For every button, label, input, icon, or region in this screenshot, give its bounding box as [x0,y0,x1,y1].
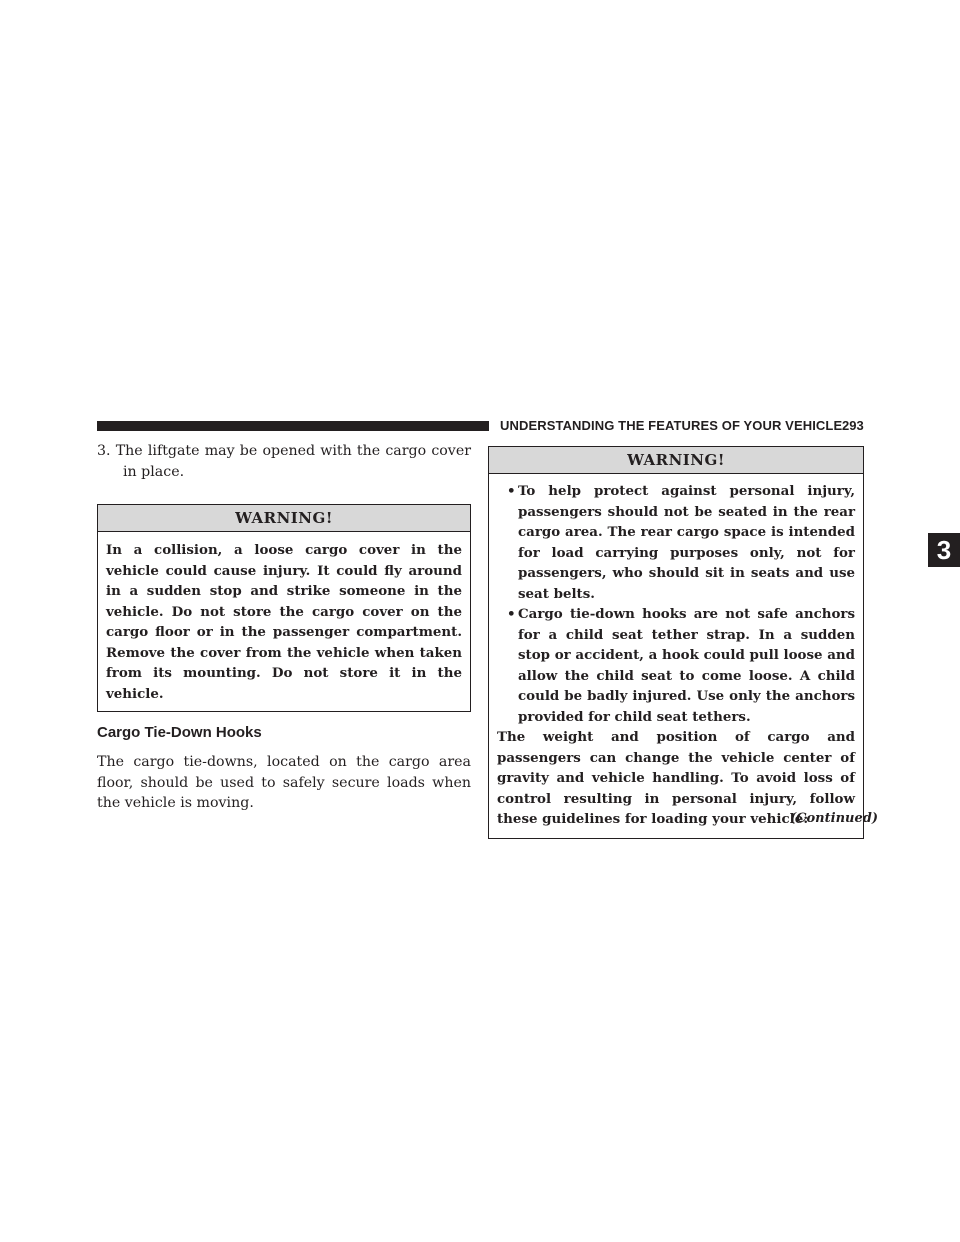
warning-body [489,474,863,838]
warning-bullet [497,604,855,727]
step-3: 3. The liftgate may be opened with the cargo cover in place. [97,443,471,480]
continued-note: (Continued) [790,811,878,826]
page-number: 293 [842,418,864,433]
right-column [488,446,864,839]
tie-down-paragraph: The cargo tie-downs, located on the cargo area floor, should be used to safely secure loads when the vehicle is moving. [97,754,471,811]
running-header-title: UNDERSTANDING THE FEATURES OF YOUR VEHICLE [500,418,843,433]
warning-body: In a collision, a loose cargo cover in the vehicle could cause injury. It could fly around in a sudden stop and strike someone in the vehicle. Do not store the cargo cover on the cargo floor or in the passenger compartment. Remove the cover from the vehicle when taken from its mounting. Do not store it in the vehicle. [106,542,462,702]
cargo-cover-warning [97,504,471,712]
left-column [97,441,471,814]
section-heading: Cargo Tie-Down Hooks [97,724,262,741]
bullet-icon: • [507,606,516,622]
bullet-icon: • [507,483,516,499]
warning-bullet [497,481,855,604]
chapter-tab: 3 [928,533,960,567]
warning-title: WARNING! [489,447,863,474]
header-rule [97,421,489,431]
warning-title: WARNING! [98,505,470,532]
cargo-loading-warning [488,446,864,839]
bullet-text: To help protect against personal injury, passengers should not be seated in the rear cargo area. The rear cargo space is intended for load carrying purposes only, not for passengers, who should sit in seats and use seat belts. [518,483,855,602]
warning-paragraph: The weight and position of cargo and passengers can change the vehicle center of gravity and vehicle handling. To avoid loss of control resulting in personal injury, follow these guidelines for loading your vehicle: [497,729,855,827]
bullet-text: Cargo tie-down hooks are not safe anchors for a child seat tether strap. In a sudden stop or accident, a hook could pull loose and allow the child seat to come loose. A child could be badly injured. Use only the anchors provided for child seat tethers. [518,606,855,725]
